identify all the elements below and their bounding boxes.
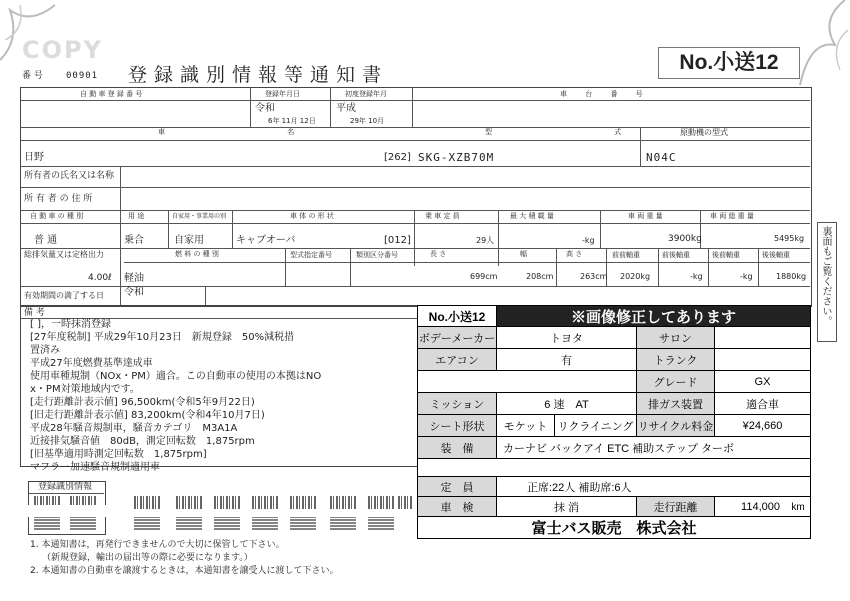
fr-axle-label: 前後軸重: [662, 251, 690, 259]
inspection-value: 抹 消: [496, 497, 636, 517]
private-label: 自家用・事業用の別: [172, 213, 227, 220]
reg-date-label: 登録年月日: [265, 90, 300, 98]
width-value: 208cm: [526, 272, 554, 281]
gross-label: 車 両 総 重 量: [710, 212, 754, 220]
barcode-9: [290, 496, 316, 509]
max-load-value: -kg: [582, 236, 595, 245]
mileage-value: 114,000: [714, 497, 786, 517]
class-no-label: 類別区分番号: [356, 251, 398, 259]
trunk-value: [714, 349, 810, 371]
overlay-blank-row: [418, 459, 810, 477]
barcode-12: [134, 517, 160, 530]
document-badge: No.小送12: [658, 47, 800, 79]
notes-label: 備 考: [24, 308, 45, 318]
emission-label: 排ガス装置: [636, 393, 714, 415]
overlay-blank: [418, 371, 636, 393]
first-reg-era: 平成: [336, 103, 356, 114]
mission-label: ミッション: [418, 393, 496, 415]
kind-value: 普 通: [34, 235, 58, 246]
mileage-label: 走行距離: [636, 497, 714, 517]
footer-line-3: 2. 本通知書の自動車を譲渡するときは，本通知書を譲受人に渡して下さい。: [30, 566, 339, 576]
side-note-text: 裏面もご覧ください。: [820, 226, 831, 326]
displacement-label: 総排気量又は定格出力: [24, 250, 104, 259]
note-line: [旧走行距離計表示値] 83,200km(令和4年10月7日): [30, 410, 265, 421]
ff-axle-label: 前前軸重: [612, 251, 640, 259]
inspection-label: 車 検: [418, 497, 496, 517]
note-line: [旧基準適用時測定回転数 1,875rpm]: [30, 449, 207, 460]
capacity-value-overlay: 正席:22人 補助席:6人: [496, 477, 810, 497]
footer-line-1: 1. 本通知書は，再発行できませんので大切に保管して下さい。: [30, 540, 285, 550]
salon-value: [714, 327, 810, 349]
footer-line-2: （新規登録，輸出の届出等の際に必要になります。）: [42, 553, 253, 563]
aircon-value: 有: [496, 349, 636, 371]
trunk-label: トランク: [636, 349, 714, 371]
height-value: 263cm: [580, 272, 608, 281]
note-line: [走行距離計表示値] 96,500km(令和5年9月22日): [30, 397, 255, 408]
reg-era: 令和: [255, 103, 275, 114]
barcode-11: [368, 496, 394, 509]
kind-label: 自 動 車 の 種 別: [30, 212, 84, 220]
body-label: 車 体 の 形 状: [290, 212, 334, 220]
aircon-label: エアコン: [418, 349, 496, 371]
owner-address-label: 所 有 者 の 住 所: [24, 194, 93, 204]
barcode-18: [368, 517, 394, 530]
rf-axle-label: 後前軸重: [712, 251, 740, 259]
barcode-8: [252, 496, 278, 509]
seat-label: シート形状: [418, 415, 496, 437]
note-line: [27年度税制] 平成29年10月23日 新規登録 50%減税措: [30, 332, 295, 343]
seat-value-2: リクライニング: [554, 415, 636, 437]
barcode-19: [398, 496, 412, 509]
capacity-label: 乗 車 定 員: [425, 212, 460, 220]
note-line: 平成27年度燃費基準達成車: [30, 358, 153, 369]
use-value: 乗合: [124, 235, 144, 246]
emission-value: 適合車: [714, 393, 810, 415]
note-line: 平成28年騒音規制車，騒音カテゴリ M3A1A: [30, 423, 238, 434]
note-line: x・PM対策地域内です。: [30, 384, 140, 395]
model-label: 型 式: [485, 128, 682, 136]
barcode-6: [176, 496, 202, 509]
engine-value: N04C: [646, 151, 677, 164]
length-label: 長 さ: [430, 250, 447, 258]
number-label: 番 号: [22, 71, 43, 81]
width-label: 幅: [520, 250, 527, 258]
overlay-code: No.小送12: [428, 309, 486, 324]
capacity-label-overlay: 定 員: [418, 477, 496, 497]
barcode-17: [330, 517, 356, 530]
equip-label: 装 備: [418, 437, 496, 459]
displacement-value: 4.00ℓ: [88, 273, 112, 283]
equip-value: カーナビ バックアイ ETC 補助ステップ ターボ: [496, 437, 810, 459]
dealer-name: 富士バス販売 株式会社: [531, 520, 697, 537]
model-value: SKG-XZB70M: [418, 151, 495, 164]
expiry-label: 有効期間の満了する日: [24, 291, 104, 300]
recycle-value: ¥24,660: [714, 415, 810, 437]
first-reg-label: 初度登録年月: [345, 90, 387, 98]
length-value: 699cm: [470, 272, 498, 281]
grade-value: GX: [714, 371, 810, 393]
barcode-15: [252, 517, 278, 530]
recycle-label: リサイクル料金: [636, 415, 714, 437]
mission-value: 6 速 AT: [496, 393, 636, 415]
model-code: [262]: [384, 152, 411, 163]
barcode-10: [330, 496, 356, 509]
rr-axle-value: 1880kg: [776, 272, 807, 281]
barcode-14: [214, 517, 240, 530]
copy-watermark: COPY: [22, 36, 103, 64]
barcode-16: [290, 517, 316, 530]
weight-value: 3900kg: [668, 234, 702, 244]
barcode-7: [214, 496, 240, 509]
spec-overlay-table: [417, 305, 811, 539]
salon-label: サロン: [636, 327, 714, 349]
document-title: 登録識別情報等通知書: [128, 64, 389, 86]
reg-no-label: 自 動 車 登 録 番 号: [80, 90, 143, 98]
use-label: 用 途: [128, 212, 145, 220]
first-reg-date: 29年 10月: [350, 117, 385, 125]
barcode-13: [176, 517, 202, 530]
car-name-label: 車 名: [158, 128, 355, 136]
grade-label: グレード: [636, 371, 714, 393]
note-line: 置済み: [30, 345, 60, 356]
expiry-value: 令和: [124, 287, 144, 298]
private-value: 自家用: [174, 235, 204, 246]
fuel-label: 燃 料 の 種 別: [175, 250, 219, 258]
gross-value: 5495kg: [774, 234, 805, 243]
overlay-notice: ※画像修正してあります: [496, 306, 810, 326]
height-label: 高 さ: [566, 250, 583, 258]
rf-axle-value: -kg: [740, 272, 753, 281]
body-value: キャブオーバ: [236, 235, 296, 246]
id-info-mask: [14, 505, 120, 517]
id-info-label: 登録識別情報: [38, 482, 93, 492]
note-line: マフラー加速騒音規制適用車: [30, 462, 160, 473]
mileage-unit: km: [791, 501, 805, 513]
barcode-4: [70, 517, 96, 530]
barcode-3: [34, 517, 60, 530]
note-line: 使用車種規制（NOx・PM）適合。この自動車の使用の本拠はNO: [30, 371, 322, 382]
engine-label: 原動機の型式: [680, 128, 728, 137]
fr-axle-value: -kg: [690, 272, 703, 281]
reg-date: 6年 11月 12日: [268, 117, 316, 125]
maker-name: 日野: [24, 152, 44, 163]
fuel-value: 軽油: [124, 273, 144, 284]
note-line: 近接排気騒音値 80dB，測定回転数 1,875rpm: [30, 436, 255, 447]
body-maker-value: トヨタ: [496, 327, 636, 349]
body-code: [012]: [384, 235, 411, 246]
rr-axle-label: 後後軸重: [762, 251, 790, 259]
ff-axle-value: 2020kg: [620, 272, 651, 281]
owner-name-label: 所有者の氏名又は名称: [24, 171, 115, 181]
max-load-label: 最 大 積 載 量: [510, 212, 554, 220]
body-maker-label: ボデーメーカー: [418, 327, 496, 349]
vin-label: 車 台 番 号: [560, 90, 651, 98]
barcode-5: [134, 496, 160, 509]
corner-ornament-left: [0, 0, 70, 70]
seat-value-1: モケット: [496, 415, 554, 437]
weight-label: 車 両 重 量: [628, 212, 663, 220]
type-no-label: 型式指定番号: [290, 251, 332, 259]
number-value: 00901: [66, 71, 99, 81]
capacity-value: 29人: [476, 236, 495, 245]
note-line: [ ]，一時抹消登録: [30, 319, 111, 330]
